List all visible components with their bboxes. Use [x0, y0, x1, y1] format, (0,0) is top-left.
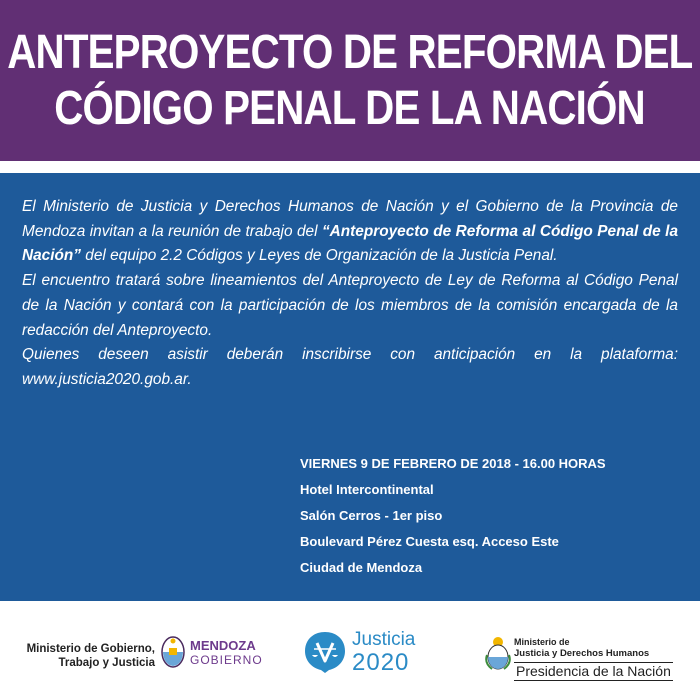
event-address: Boulevard Pérez Cuesta esq. Acceso Este — [300, 534, 559, 549]
sponsor-footer — [0, 601, 700, 700]
mendoza-ministry-line-1: Ministerio de Gobierno, — [26, 643, 155, 655]
mendoza-brand — [190, 639, 263, 667]
invitation-text — [22, 195, 678, 393]
event-name: “Anteproyecto de Reforma al Código Penal de la Nación” — [22, 222, 678, 265]
mendoza-ministry-name — [27, 642, 155, 670]
page-title-line-2: CÓDIGO PENAL DE LA NACIÓN — [54, 81, 646, 135]
paragraph-1-start: El Ministerio de Justicia y Derechos Humanos de Nación y el Gobierno de la Provincia de Mendoza invitan a la reunión de trabajo del — [22, 198, 678, 240]
paragraph-invitation — [22, 195, 678, 269]
nacion-presidency: Presidencia de la Nación — [516, 663, 671, 679]
justicia-2020-wordmark — [352, 629, 415, 675]
event-date: VIERNES 9 DE FEBRERO DE 2018 - 16.00 HORAS — [300, 456, 606, 471]
paragraph-1-end: del equipo 2.2 Códigos y Leyes de Organización de la Justicia Penal. — [81, 247, 558, 265]
divider — [0, 161, 700, 173]
paragraph-topics: El encuentro tratará sobre lineamientos del Anteproyecto de Ley de Reforma al Código Penal de la Nación y contará con la participación de los miembros de la comisión encargada de la redacción del Anteproyecto. — [22, 272, 678, 339]
title-banner — [0, 0, 700, 161]
nacion-line-2: Justicia y Derechos Humanos — [514, 648, 650, 659]
justicia-year: 2020 — [352, 649, 410, 676]
argentina-shield-icon — [484, 635, 512, 676]
nacion-ministry-name — [514, 637, 673, 681]
invitation-panel — [0, 173, 700, 601]
nacion-line-1: Ministerio de — [514, 637, 570, 647]
justicia-label: Justicia — [352, 629, 416, 650]
page-title-line-1: ANTEPROYECTO DE REFORMA DEL — [7, 25, 693, 79]
mendoza-ministry-line-2: Trabajo y Justicia — [58, 657, 155, 669]
event-details — [300, 454, 606, 584]
event-room: Salón Cerros - 1er piso — [300, 508, 443, 523]
mendoza-shield-icon — [160, 635, 186, 674]
event-venue: Hotel Intercontinental — [300, 482, 434, 497]
mendoza-brand-line-2: GOBIERNO — [190, 653, 263, 667]
paragraph-registration: Quienes deseen asistir deberán inscribirse con anticipación en la plataforma: www.justicia2020.gob.ar. — [22, 346, 678, 388]
mendoza-brand-line-1: MENDOZA — [190, 638, 256, 653]
justicia-2020-logo-icon — [303, 630, 347, 679]
event-city: Ciudad de Mendoza — [300, 560, 423, 575]
